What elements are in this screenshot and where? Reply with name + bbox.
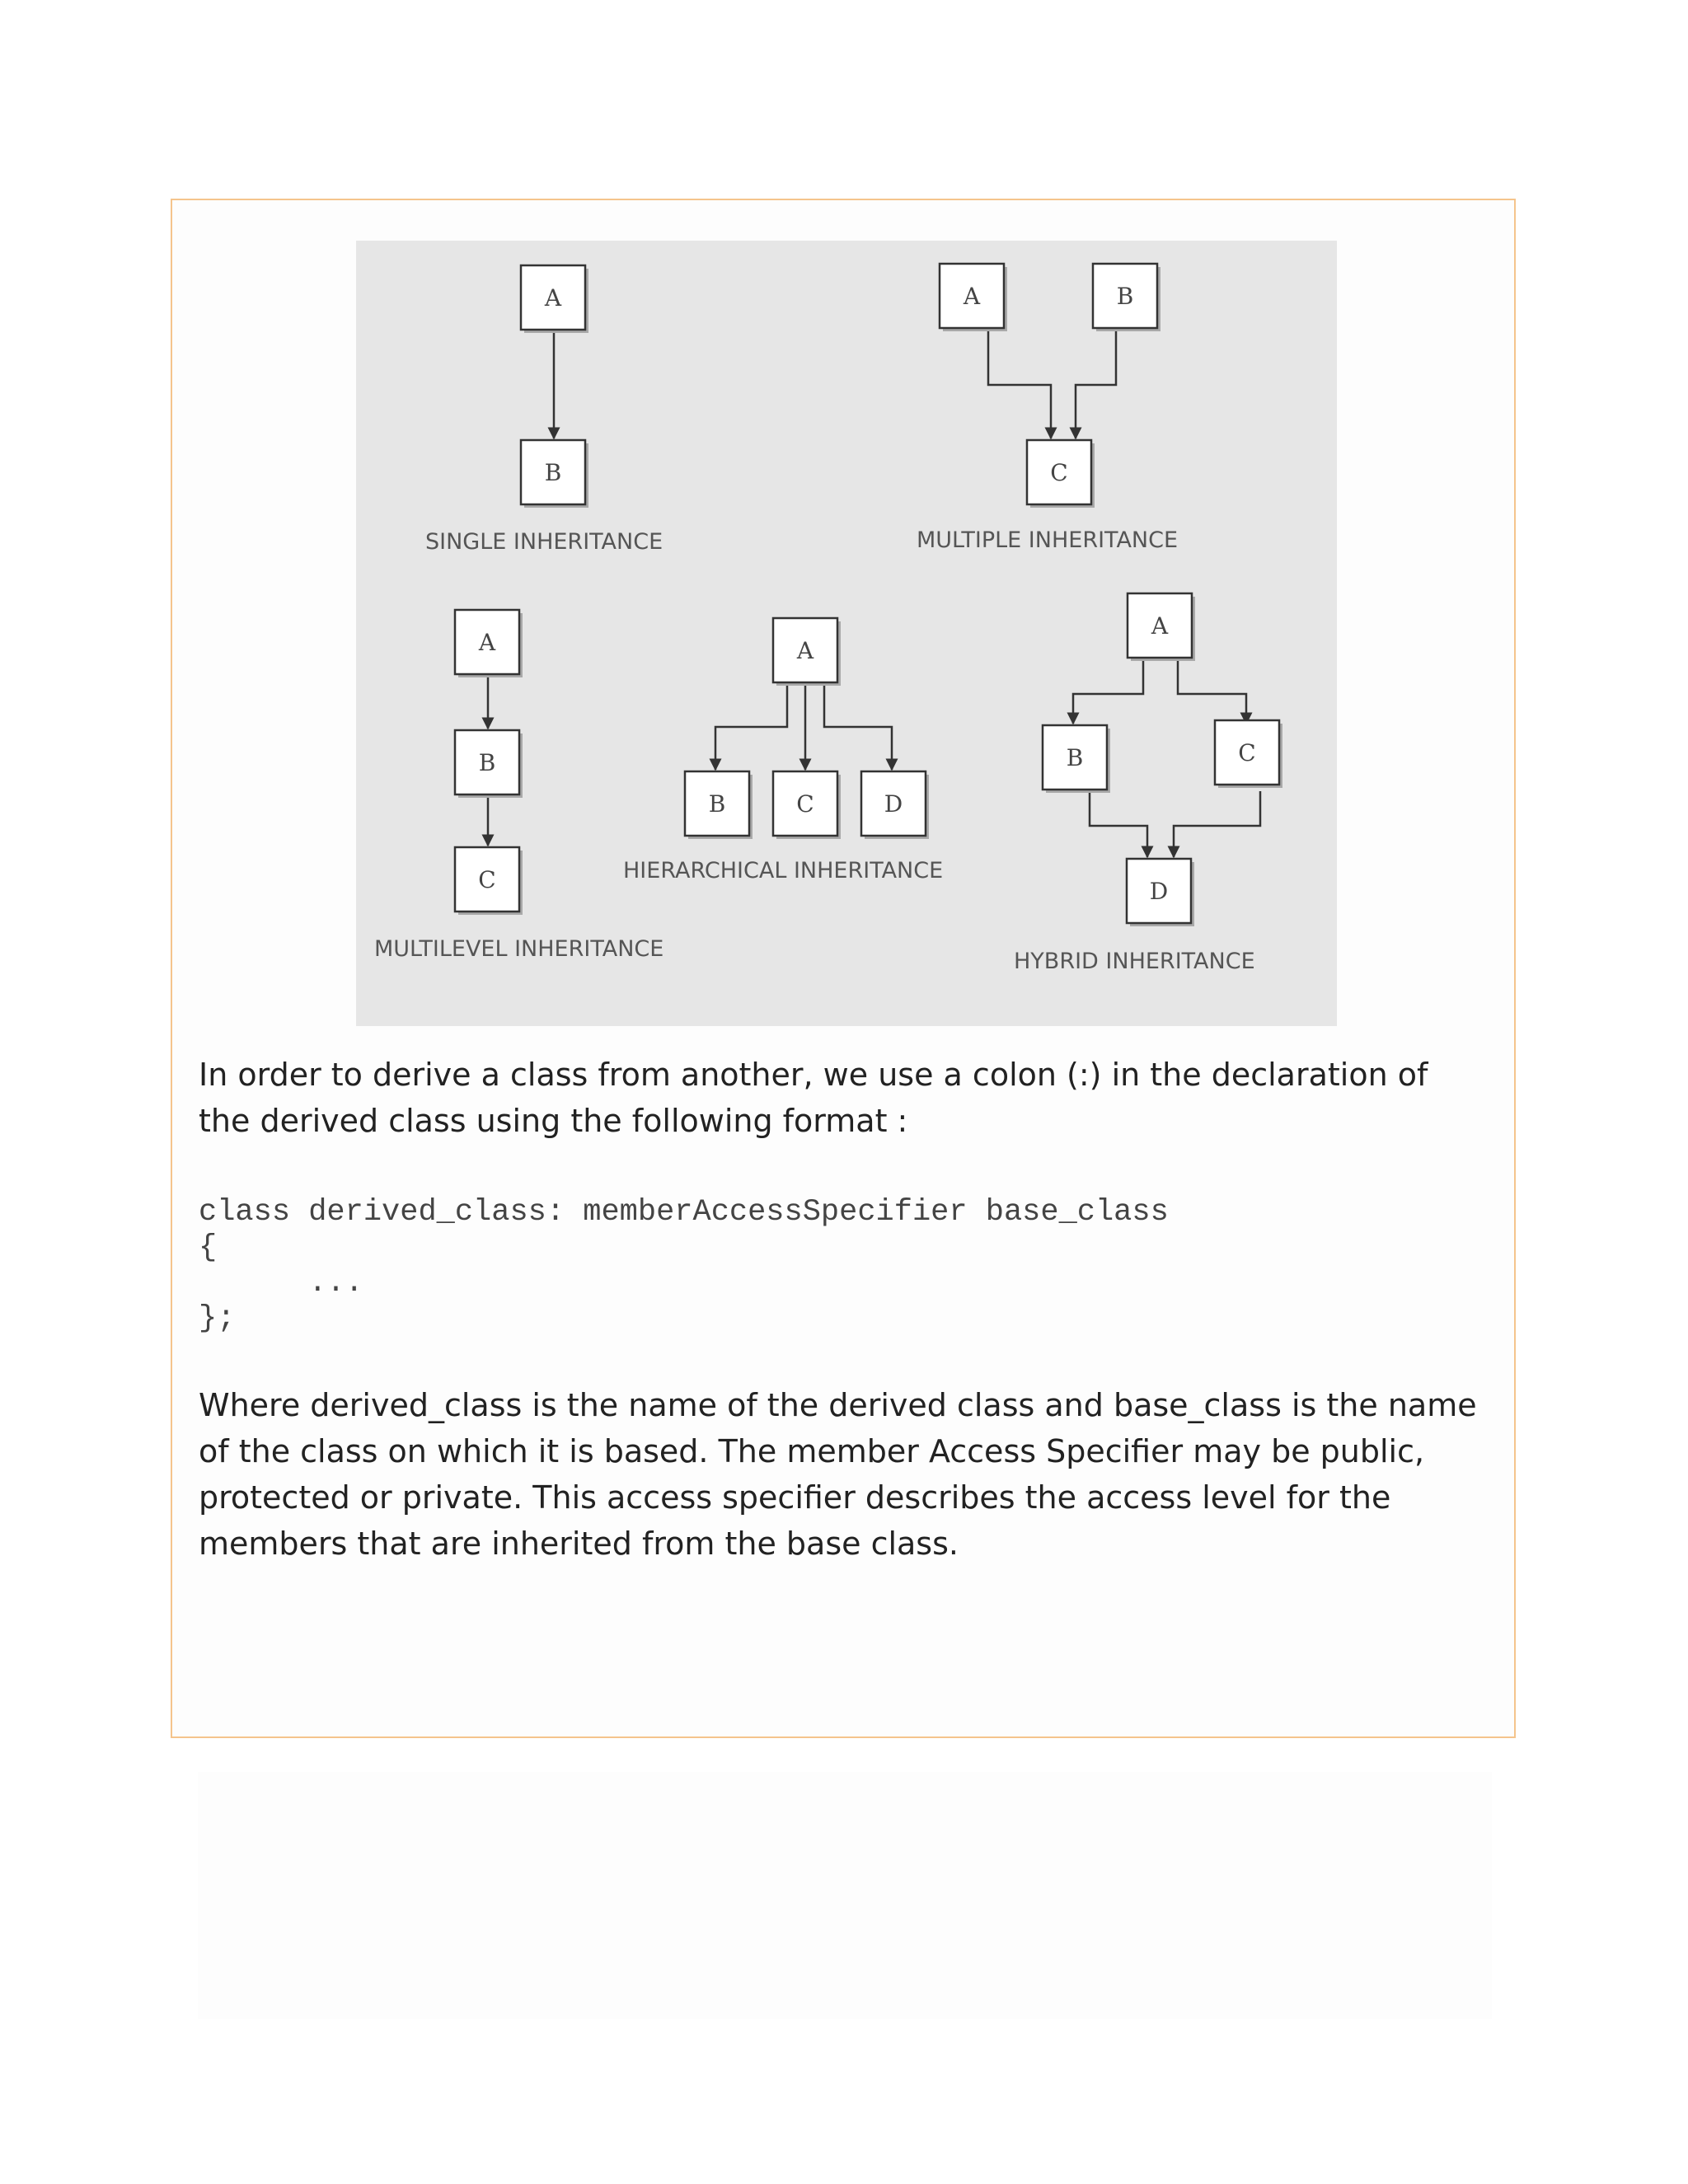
multiple-inheritance-diagram (917, 264, 1178, 553)
edge-multiple-a-c (988, 330, 1051, 438)
multilevel-node-a (455, 610, 523, 677)
single-node-b-label: B (544, 459, 562, 486)
multilevel-inheritance-diagram (374, 610, 663, 962)
hybrid-node-b (1043, 725, 1110, 793)
hierarchical-node-d (861, 771, 929, 839)
hybrid-inheritance-caption: HYBRID INHERITANCE (1014, 949, 1255, 974)
inheritance-types-figure (356, 241, 1337, 1026)
hybrid-node-c-label: C (1238, 739, 1256, 766)
edge-multiple-b-c (1076, 330, 1116, 438)
intro-paragraph: In order to derive a class from another, we use a colon (:) in the declaration of the derived class using the following format : (199, 1057, 1428, 1139)
multiple-node-b-label: B (1116, 283, 1134, 310)
hierarchical-node-c-label: C (796, 790, 814, 818)
hybrid-node-d (1127, 859, 1194, 926)
hierarchical-inheritance-diagram (623, 618, 943, 883)
multiple-node-a (940, 264, 1007, 331)
edge-hierarchical-a-d (824, 684, 892, 770)
edge-hybrid-b-d (1090, 791, 1147, 857)
multiple-node-c (1027, 440, 1095, 508)
hybrid-node-b-label: B (1066, 744, 1084, 771)
hybrid-inheritance-diagram (1014, 593, 1282, 974)
edge-hybrid-a-c (1178, 659, 1246, 724)
multiple-node-b (1093, 264, 1160, 331)
multilevel-node-b (455, 730, 523, 798)
multilevel-inheritance-caption: MULTILEVEL INHERITANCE (374, 936, 664, 962)
hierarchical-node-d-label: D (884, 790, 903, 818)
single-node-b (521, 440, 588, 508)
hybrid-node-c (1215, 720, 1282, 788)
hybrid-node-a-label: A (1151, 612, 1169, 640)
single-inheritance-diagram (425, 265, 663, 555)
hybrid-node-d-label: D (1149, 878, 1169, 905)
single-inheritance-caption: SINGLE INHERITANCE (425, 529, 663, 555)
hierarchical-node-b (685, 771, 753, 839)
page-bottom-area (198, 1772, 1492, 2019)
code-block: class derived_class: memberAccessSpecifier base_class { ... }; (199, 1195, 1169, 1336)
multiple-node-a-label: A (963, 283, 981, 310)
hierarchical-node-a-label: A (796, 637, 814, 664)
edge-hybrid-a-b (1073, 659, 1143, 724)
single-node-a (521, 265, 588, 333)
edge-hierarchical-a-b (715, 684, 787, 770)
multilevel-node-c-label: C (478, 866, 496, 893)
edge-hybrid-c-d (1174, 791, 1260, 857)
multiple-node-c-label: C (1050, 459, 1068, 486)
hybrid-node-a (1128, 593, 1195, 661)
explanation-paragraph: Where derived_class is the name of the derived class and base_class is the name of the class on which it is based. The member Access Specifier may be public, protected or private. This access specifier describes the access level for the members that are inherited from the base class. (199, 1387, 1477, 1562)
multilevel-node-a-label: A (478, 629, 496, 656)
hierarchical-node-b-label: B (708, 790, 726, 818)
hierarchical-node-c (773, 771, 841, 839)
single-node-a-label: A (544, 284, 562, 312)
multilevel-node-b-label: B (478, 749, 496, 776)
hierarchical-inheritance-caption: HIERARCHICAL INHERITANCE (623, 858, 944, 883)
hierarchical-node-a (773, 618, 841, 686)
multiple-inheritance-caption: MULTIPLE INHERITANCE (917, 527, 1179, 553)
multilevel-node-c (455, 847, 523, 915)
